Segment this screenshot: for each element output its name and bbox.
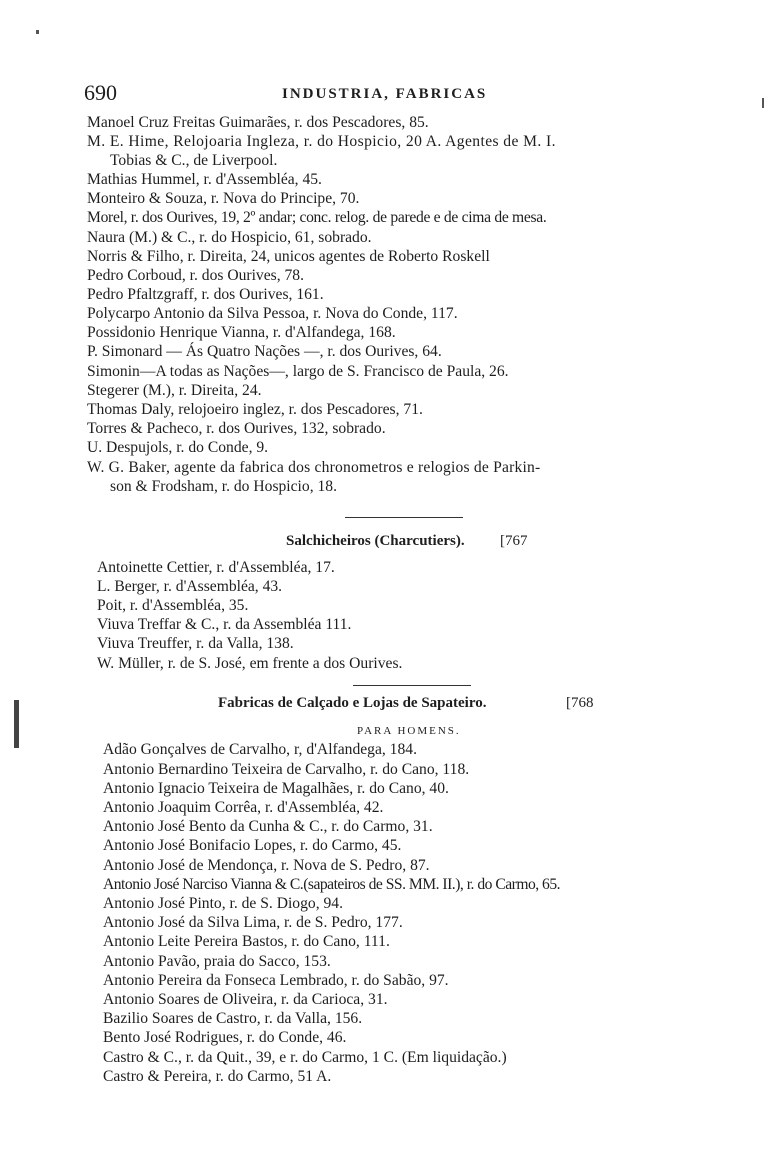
list-item: Manoel Cruz Freitas Guimarães, r. dos Pescadores, 85.	[87, 114, 429, 131]
list-item: son & Frodsham, r. do Hospicio, 18.	[110, 478, 337, 495]
list-item: Antoinette Cettier, r. d'Assembléa, 17.	[97, 559, 335, 576]
list-item: Adão Gonçalves de Carvalho, r, d'Alfandega, 184.	[103, 741, 417, 758]
list-item: Stegerer (M.), r. Direita, 24.	[87, 382, 262, 399]
list-item: Monteiro & Souza, r. Nova do Principe, 70.	[87, 190, 360, 207]
list-item: W. Müller, r. de S. José, em frente a dos Ourives.	[97, 655, 403, 672]
list-item: Antonio Soares de Oliveira, r. da Carioca, 31.	[103, 991, 388, 1008]
page-number: 690	[84, 80, 117, 105]
list-item: Possidonio Henrique Vianna, r. d'Alfandega, 168.	[87, 324, 396, 341]
list-item: Antonio José Narciso Vianna & C.(sapateiros de SS. MM. II.), r. do Carmo, 65.	[103, 876, 561, 893]
page-header	[0, 80, 768, 110]
list-item: Castro & Pereira, r. do Carmo, 51 A.	[103, 1068, 332, 1085]
list-item: W. G. Baker, agente da fabrica dos chronometros e relogios de Parkin-	[87, 459, 541, 476]
list-item: Thomas Daly, relojoeiro inglez, r. dos Pescadores, 71.	[87, 401, 423, 418]
list-item: Antonio Pavão, praia do Sacco, 153.	[103, 953, 331, 970]
list-item: Naura (M.) & C., r. do Hospicio, 61, sobrado.	[87, 229, 372, 246]
list-item: Mathias Hummel, r. d'Assembléa, 45.	[87, 171, 322, 188]
list-item: Viuva Treffar & C., r. da Assembléa 111.	[97, 616, 352, 633]
list-item: L. Berger, r. d'Assembléa, 43.	[97, 578, 283, 595]
running-title: INDUSTRIA, FABRICAS	[282, 86, 488, 102]
section-number: [767	[500, 533, 528, 549]
subheading: PARA HOMENS.	[357, 725, 461, 737]
list-item: Antonio José Bento da Cunha & C., r. do Carmo, 31.	[103, 818, 433, 835]
list-item: Antonio José da Silva Lima, r. de S. Pedro, 177.	[103, 914, 403, 931]
list-item: Antonio José Bonifacio Lopes, r. do Carmo, 45.	[103, 837, 402, 854]
list-item: Antonio José de Mendonça, r. Nova de S. Pedro, 87.	[103, 857, 430, 874]
section-rule	[353, 685, 471, 686]
list-item: Simonin—A todas as Nações—, largo de S. Francisco de Paula, 26.	[87, 363, 509, 380]
list-item: Antonio Leite Pereira Bastos, r. do Cano, 111.	[103, 933, 390, 950]
list-item: Poit, r. d'Assembléa, 35.	[97, 597, 249, 614]
binding-edge-mark	[14, 700, 19, 748]
list-item: Viuva Treuffer, r. da Valla, 138.	[97, 635, 294, 652]
list-item: Morel, r. dos Ourives, 19, 2º andar; conc. relog. de parede e de cima de mesa.	[87, 209, 547, 226]
list-item: Bento José Rodrigues, r. do Conde, 46.	[103, 1029, 347, 1046]
list-item: Antonio Pereira da Fonseca Lembrado, r. do Sabão, 97.	[103, 972, 449, 989]
section-rule	[345, 517, 463, 518]
scan-speck-mark	[36, 30, 39, 34]
list-item: P. Simonard — Ás Quatro Nações —, r. dos Ourives, 64.	[87, 343, 442, 360]
list-item: Antonio José Pinto, r. de S. Diogo, 94.	[103, 895, 343, 912]
list-item: Torres & Pacheco, r. dos Ourives, 132, sobrado.	[87, 420, 386, 437]
section-title: Salchicheiros (Charcutiers).	[286, 533, 465, 549]
list-item: Antonio Bernardino Teixeira de Carvalho, r. do Cano, 118.	[103, 761, 470, 778]
list-item: M. E. Hime, Relojoaria Ingleza, r. do Hospicio, 20 A. Agentes de M. I.	[87, 133, 556, 150]
list-item: Antonio Ignacio Teixeira de Magalhães, r. do Cano, 40.	[103, 780, 449, 797]
section-title: Fabricas de Calçado e Lojas de Sapateiro.	[218, 695, 487, 711]
section-number: [768	[566, 695, 594, 711]
list-item: Pedro Pfaltzgraff, r. dos Ourives, 161.	[87, 286, 324, 303]
list-item: Norris & Filho, r. Direita, 24, unicos agentes de Roberto Roskell	[87, 248, 490, 265]
list-item: Castro & C., r. da Quit., 39, e r. do Carmo, 1 C. (Em liquidação.)	[103, 1049, 507, 1066]
list-item: Tobias & C., de Liverpool.	[110, 152, 278, 169]
list-item: Bazilio Soares de Castro, r. da Valla, 156.	[103, 1010, 363, 1027]
list-item: U. Despujols, r. do Conde, 9.	[87, 439, 269, 456]
list-item: Pedro Corboud, r. dos Ourives, 78.	[87, 267, 305, 284]
list-item: Antonio Joaquim Corrêa, r. d'Assembléa, 42.	[103, 799, 384, 816]
list-item: Polycarpo Antonio da Silva Pessoa, r. Nova do Conde, 117.	[87, 305, 458, 322]
